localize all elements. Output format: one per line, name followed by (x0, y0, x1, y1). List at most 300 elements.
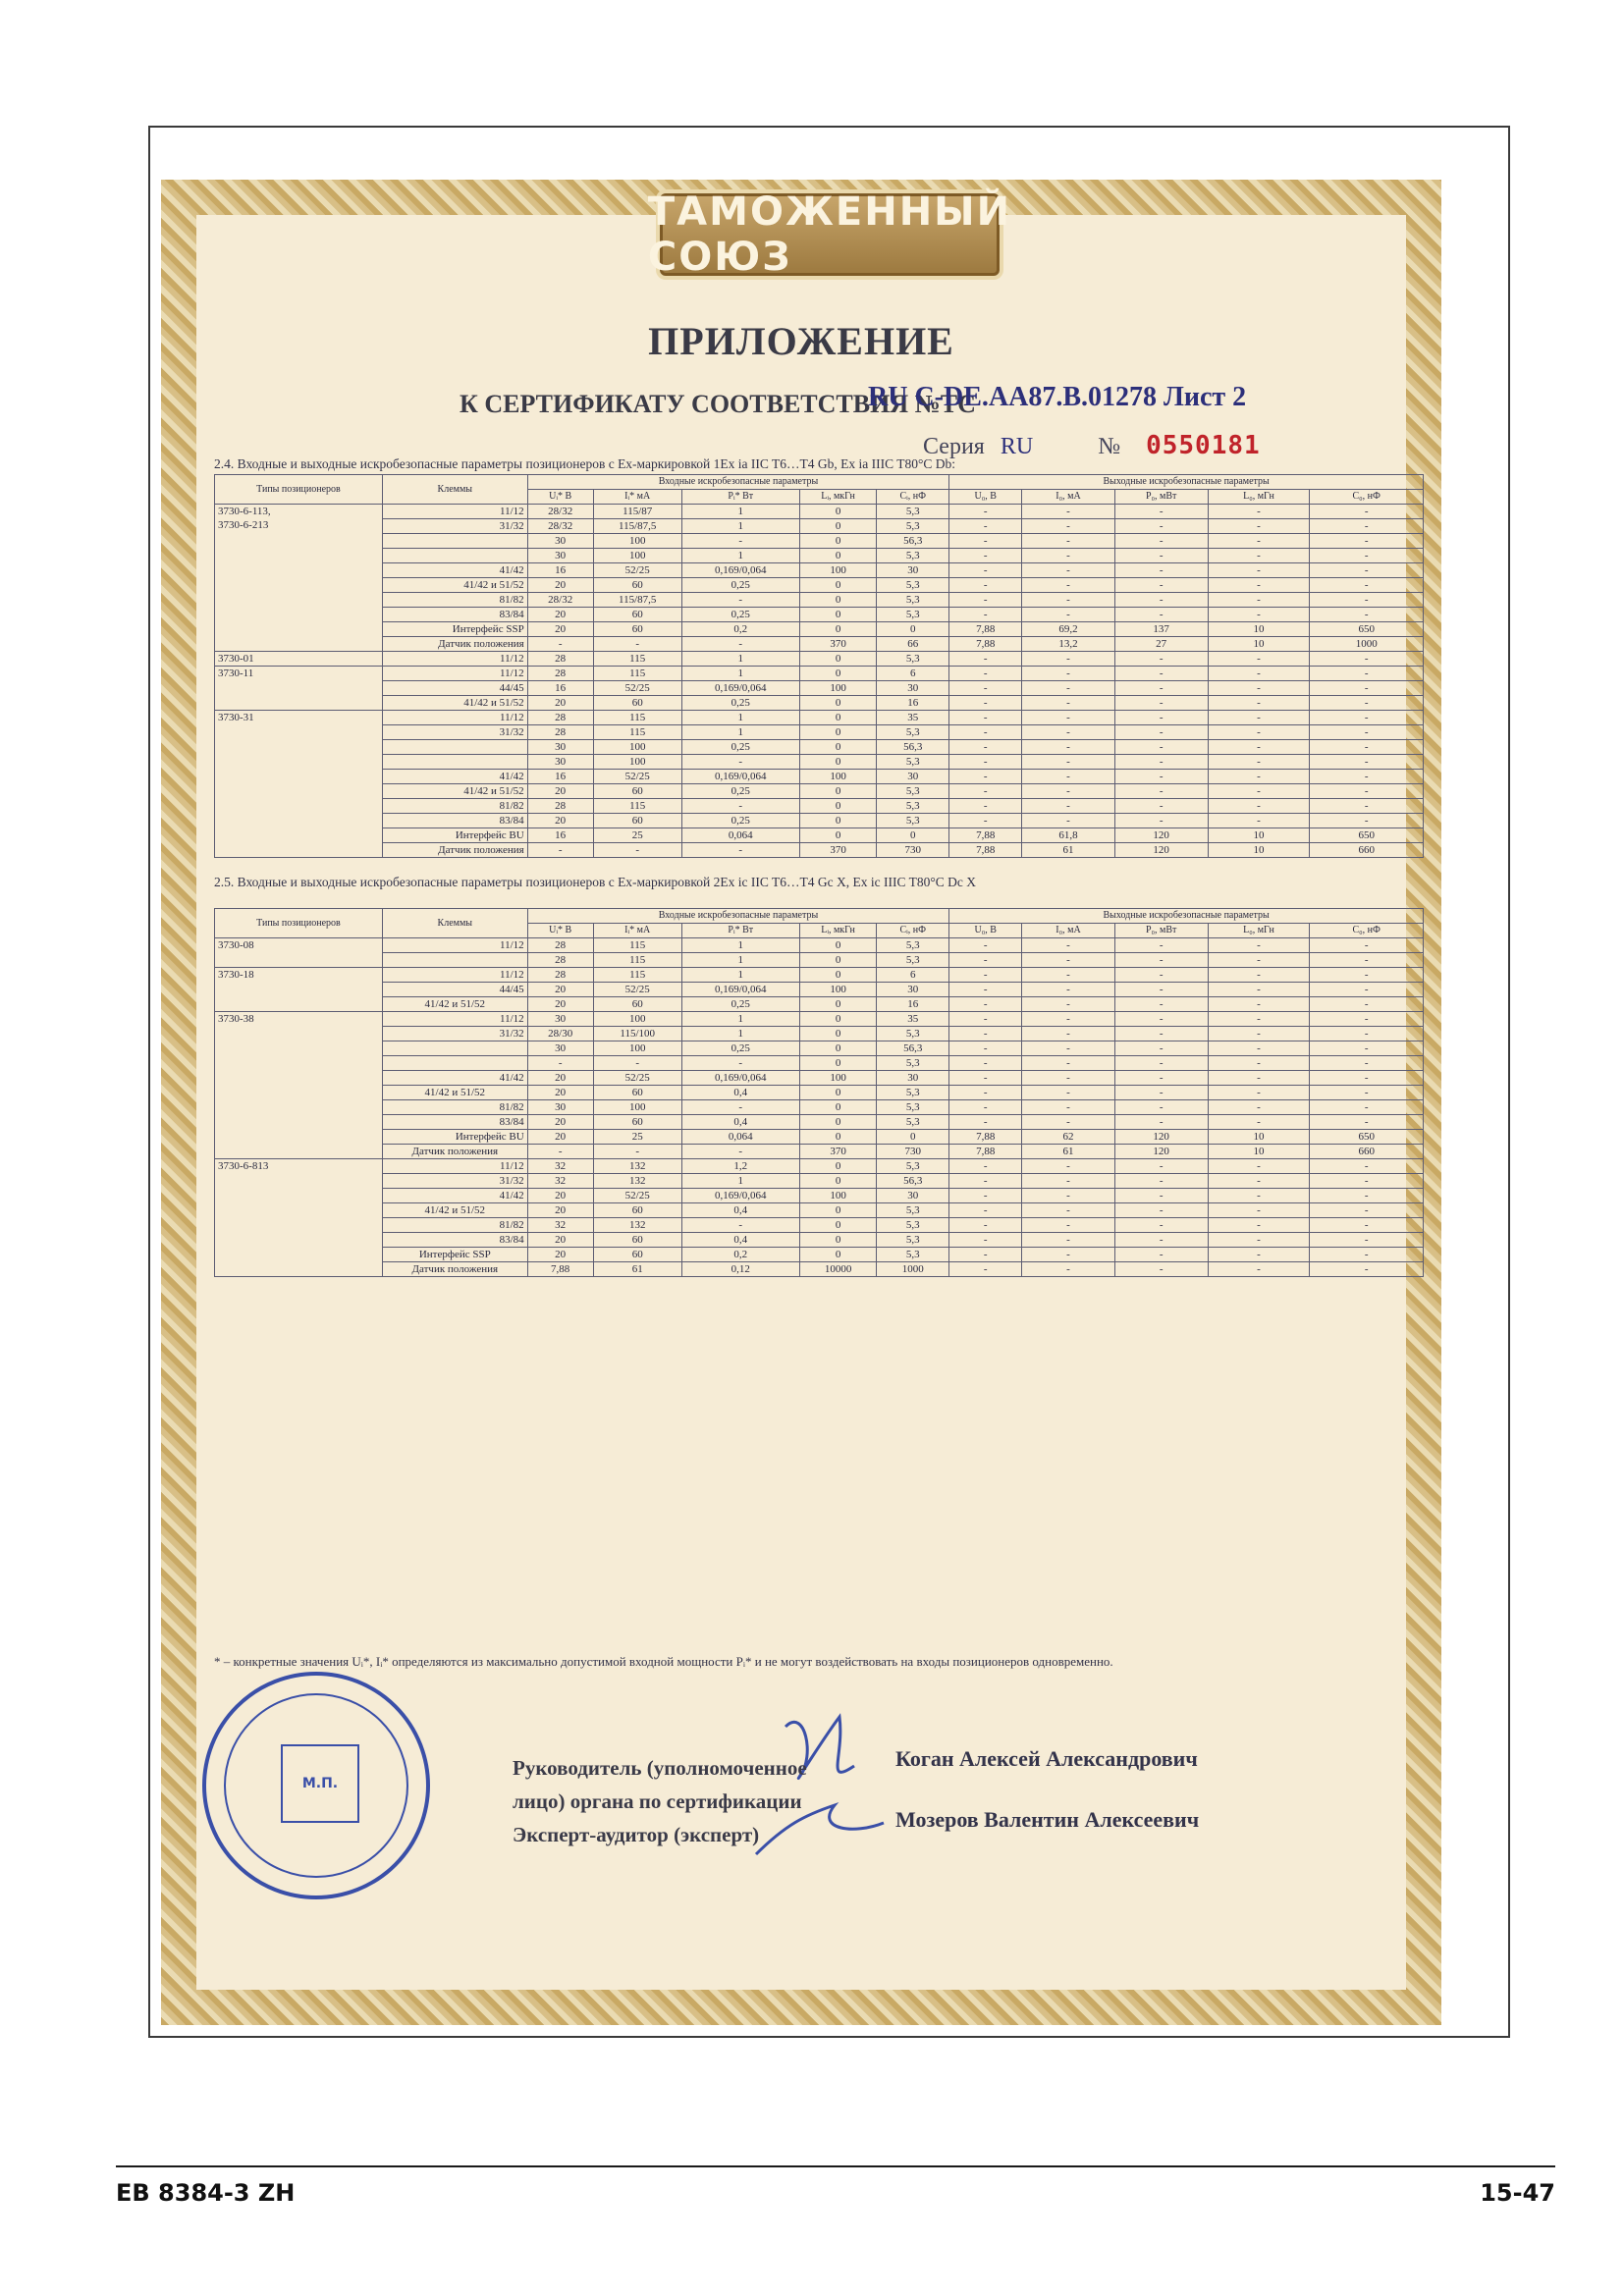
value-cell: - (1208, 1041, 1310, 1056)
value-cell: 0,25 (681, 997, 799, 1012)
section-2-4-heading: 2.4. Входные и выходные искробезопасные параметры позиционеров с Ex-маркировкой 1Ex ia IIC T6…T4 Gb, Ex ia IIIC T80°C Db: (214, 456, 955, 471)
value-cell: 60 (593, 1203, 681, 1218)
value-cell: 20 (527, 1189, 593, 1203)
value-cell: - (1208, 1262, 1310, 1277)
value-cell: - (1022, 1012, 1115, 1027)
value-cell: - (1114, 1012, 1208, 1027)
value-cell: - (949, 1100, 1022, 1115)
value-cell: - (1114, 1174, 1208, 1189)
value-cell: - (1208, 549, 1310, 563)
value-cell: - (1022, 563, 1115, 578)
value-cell: 25 (593, 1130, 681, 1145)
value-cell: - (1022, 1115, 1115, 1130)
value-cell: 60 (593, 578, 681, 593)
value-cell: 0,25 (681, 814, 799, 828)
value-cell: 0,4 (681, 1086, 799, 1100)
value-cell: - (1114, 1100, 1208, 1115)
terminal-cell: 41/42 и 51/52 (382, 997, 527, 1012)
value-cell: - (1208, 1071, 1310, 1086)
value-cell: - (1114, 563, 1208, 578)
value-cell: - (1310, 1041, 1424, 1056)
terminal-cell: 41/42 и 51/52 (382, 578, 527, 593)
value-cell: 1000 (1310, 637, 1424, 652)
value-cell: 0 (799, 608, 877, 622)
positioner-type: 3730-38 (215, 1012, 383, 1159)
value-cell: - (949, 1012, 1022, 1027)
param-column-header: I₀, мА (1022, 924, 1115, 938)
table-row (215, 549, 1424, 563)
table-row (215, 953, 1424, 968)
value-cell: 0 (799, 667, 877, 681)
table-row (215, 1145, 1424, 1159)
value-cell: - (949, 814, 1022, 828)
value-cell: - (1310, 681, 1424, 696)
value-cell: 0 (799, 1041, 877, 1056)
value-cell: 60 (593, 1086, 681, 1100)
param-column-header: L₀, мГн (1208, 490, 1310, 505)
value-cell: - (1114, 534, 1208, 549)
value-cell: 0 (799, 799, 877, 814)
value-cell: - (949, 696, 1022, 711)
value-cell: 28 (527, 953, 593, 968)
value-cell: 28 (527, 652, 593, 667)
value-cell: 52/25 (593, 770, 681, 784)
value-cell: - (1310, 519, 1424, 534)
value-cell: 28 (527, 938, 593, 953)
param-column-header: L₀, мГн (1208, 924, 1310, 938)
param-column-header: Uᵢ* B (527, 490, 593, 505)
value-cell: - (949, 755, 1022, 770)
value-cell: 0 (799, 938, 877, 953)
value-cell: - (1022, 681, 1115, 696)
terminal-cell: 41/42 (382, 1071, 527, 1086)
value-cell: - (1022, 968, 1115, 983)
value-cell: 30 (527, 1041, 593, 1056)
value-cell: - (949, 593, 1022, 608)
signatory-name-head: Коган Алексей Александрович (895, 1746, 1198, 1771)
value-cell: 0 (799, 1012, 877, 1027)
value-cell: - (1022, 1159, 1115, 1174)
table-row (215, 997, 1424, 1012)
value-cell: - (1022, 505, 1115, 519)
value-cell: - (1310, 799, 1424, 814)
value-cell: - (1114, 1248, 1208, 1262)
value-cell: 0 (799, 1203, 877, 1218)
value-cell: - (681, 799, 799, 814)
value-cell: 1000 (877, 1262, 949, 1277)
value-cell: - (1310, 1203, 1424, 1218)
value-cell: 1 (681, 711, 799, 725)
value-cell: - (949, 667, 1022, 681)
value-cell: 0,25 (681, 740, 799, 755)
value-cell: 370 (799, 843, 877, 858)
value-cell: 5,3 (877, 725, 949, 740)
value-cell: - (1022, 519, 1115, 534)
value-cell: 0 (799, 1174, 877, 1189)
value-cell: 0 (799, 696, 877, 711)
terminal-cell: 83/84 (382, 1233, 527, 1248)
table-row (215, 1041, 1424, 1056)
value-cell: 35 (877, 1012, 949, 1027)
value-cell: 0 (799, 549, 877, 563)
value-cell: - (1022, 534, 1115, 549)
value-cell: - (1022, 696, 1115, 711)
value-cell: 370 (799, 1145, 877, 1159)
serial-number: 0550181 (1146, 431, 1261, 460)
value-cell: - (1022, 578, 1115, 593)
terminal-cell (382, 549, 527, 563)
value-cell: 5,3 (877, 652, 949, 667)
value-cell: - (1310, 711, 1424, 725)
value-cell: - (949, 983, 1022, 997)
series-label: Серия (923, 434, 985, 459)
terminal-cell: 83/84 (382, 1115, 527, 1130)
role-line-3: Эксперт-аудитор (эксперт) (513, 1823, 760, 1846)
terminal-cell: 11/12 (382, 711, 527, 725)
value-cell: - (1114, 1262, 1208, 1277)
value-cell: 69,2 (1022, 622, 1115, 637)
value-cell: 0,169/0,064 (681, 770, 799, 784)
value-cell: 0 (877, 1130, 949, 1145)
value-cell: 115 (593, 799, 681, 814)
value-cell: - (1208, 1189, 1310, 1203)
value-cell: 5,3 (877, 1233, 949, 1248)
value-cell: - (1208, 608, 1310, 622)
value-cell: - (1114, 983, 1208, 997)
value-cell: 730 (877, 1145, 949, 1159)
col-type-header: Типы позиционеров (215, 909, 383, 938)
value-cell: - (1310, 755, 1424, 770)
value-cell: 0,4 (681, 1115, 799, 1130)
value-cell: - (1208, 1056, 1310, 1071)
value-cell: 30 (877, 983, 949, 997)
param-column-header: Uᵢ* B (527, 924, 593, 938)
table-row (215, 740, 1424, 755)
value-cell: 28 (527, 968, 593, 983)
value-cell: 7,88 (949, 843, 1022, 858)
table-row (215, 1027, 1424, 1041)
value-cell: 0 (799, 622, 877, 637)
value-cell: 61 (1022, 1145, 1115, 1159)
value-cell: - (1310, 1218, 1424, 1233)
value-cell: 120 (1114, 1145, 1208, 1159)
value-cell: 56,3 (877, 740, 949, 755)
value-cell: - (1114, 608, 1208, 622)
value-cell: - (949, 578, 1022, 593)
value-cell: 100 (593, 549, 681, 563)
value-cell: - (1310, 740, 1424, 755)
value-cell: 16 (527, 563, 593, 578)
value-cell: 0 (799, 1248, 877, 1262)
value-cell: 0,2 (681, 622, 799, 637)
value-cell: - (1310, 1174, 1424, 1189)
value-cell: - (1208, 1115, 1310, 1130)
value-cell: 30 (877, 1071, 949, 1086)
value-cell: - (949, 711, 1022, 725)
terminal-cell (382, 534, 527, 549)
value-cell: - (1022, 799, 1115, 814)
output-params-header: Выходные искробезопасные параметры (949, 475, 1424, 490)
value-cell: - (1114, 968, 1208, 983)
value-cell: 60 (593, 622, 681, 637)
value-cell: - (1114, 1233, 1208, 1248)
input-params-header: Входные искробезопасные параметры (527, 475, 949, 490)
value-cell: 20 (527, 1248, 593, 1262)
value-cell: 0 (799, 1027, 877, 1041)
value-cell: 0 (799, 1130, 877, 1145)
value-cell: - (1022, 608, 1115, 622)
value-cell: 0 (799, 814, 877, 828)
value-cell: 0 (877, 622, 949, 637)
value-cell: - (681, 534, 799, 549)
value-cell: 52/25 (593, 681, 681, 696)
value-cell: - (1114, 770, 1208, 784)
value-cell: 56,3 (877, 534, 949, 549)
table-row (215, 637, 1424, 652)
value-cell: 32 (527, 1159, 593, 1174)
value-cell: 0,4 (681, 1203, 799, 1218)
positioner-type: 3730-6-113, 3730-6-213 (215, 505, 383, 652)
value-cell: - (1310, 770, 1424, 784)
value-cell: 10 (1208, 828, 1310, 843)
value-cell: - (1022, 667, 1115, 681)
table-row (215, 696, 1424, 711)
value-cell: 100 (799, 563, 877, 578)
value-cell: - (949, 1218, 1022, 1233)
terminal-cell (382, 740, 527, 755)
value-cell: 30 (877, 563, 949, 578)
value-cell: - (949, 938, 1022, 953)
positioner-type: 3730-01 (215, 652, 383, 667)
value-cell: - (1114, 578, 1208, 593)
value-cell: 7,88 (949, 622, 1022, 637)
value-cell: 16 (877, 997, 949, 1012)
value-cell: - (1114, 1041, 1208, 1056)
value-cell: 5,3 (877, 814, 949, 828)
value-cell: - (1022, 740, 1115, 755)
value-cell: 5,3 (877, 608, 949, 622)
value-cell: - (1022, 652, 1115, 667)
terminal-cell: 31/32 (382, 725, 527, 740)
value-cell: 115/87,5 (593, 593, 681, 608)
value-cell: 20 (527, 608, 593, 622)
table-row (215, 1218, 1424, 1233)
value-cell: 5,3 (877, 1248, 949, 1262)
value-cell: 5,3 (877, 519, 949, 534)
value-cell: 16 (527, 828, 593, 843)
value-cell: 0 (799, 578, 877, 593)
value-cell: 0 (799, 740, 877, 755)
value-cell: 20 (527, 622, 593, 637)
value-cell: - (1310, 1056, 1424, 1071)
value-cell: 115 (593, 652, 681, 667)
param-column-header: Lᵢ, мкГн (799, 490, 877, 505)
value-cell: 5,3 (877, 953, 949, 968)
positioner-type: 3730-6-813 (215, 1159, 383, 1277)
value-cell: 120 (1114, 828, 1208, 843)
table-row (215, 593, 1424, 608)
value-cell: 115 (593, 953, 681, 968)
value-cell: 7,88 (527, 1262, 593, 1277)
value-cell: 5,3 (877, 1203, 949, 1218)
table-row (215, 1203, 1424, 1218)
table-row (215, 1086, 1424, 1100)
value-cell: 5,3 (877, 755, 949, 770)
table-row (215, 563, 1424, 578)
value-cell: - (949, 1027, 1022, 1041)
value-cell: - (1310, 593, 1424, 608)
value-cell: 16 (527, 681, 593, 696)
value-cell: - (681, 1145, 799, 1159)
value-cell: - (1022, 938, 1115, 953)
value-cell: - (1310, 968, 1424, 983)
value-cell: 28 (527, 799, 593, 814)
value-cell: - (1310, 1262, 1424, 1277)
value-cell: 0 (799, 1218, 877, 1233)
value-cell: 28 (527, 725, 593, 740)
value-cell: - (1310, 505, 1424, 519)
terminal-cell: 11/12 (382, 1012, 527, 1027)
value-cell: - (949, 799, 1022, 814)
table-row (215, 814, 1424, 828)
param-column-header: U₀, B (949, 924, 1022, 938)
value-cell: - (1208, 997, 1310, 1012)
table-row (215, 968, 1424, 983)
value-cell: - (1310, 1248, 1424, 1262)
value-cell: - (1022, 997, 1115, 1012)
value-cell: - (1208, 578, 1310, 593)
table-row (215, 725, 1424, 740)
header-row (215, 475, 1424, 490)
value-cell: 0 (799, 1100, 877, 1115)
value-cell: 7,88 (949, 1145, 1022, 1159)
value-cell: 100 (799, 983, 877, 997)
value-cell: 20 (527, 997, 593, 1012)
param-column-header: Cᵢ, нФ (877, 490, 949, 505)
value-cell: 1 (681, 953, 799, 968)
value-cell: - (949, 608, 1022, 622)
value-cell: - (1208, 563, 1310, 578)
value-cell: - (1022, 711, 1115, 725)
value-cell: 10 (1208, 843, 1310, 858)
value-cell: 52/25 (593, 1071, 681, 1086)
value-cell: - (949, 563, 1022, 578)
value-cell: 30 (527, 534, 593, 549)
value-cell: - (1208, 1086, 1310, 1100)
value-cell: 0 (799, 968, 877, 983)
value-cell: - (1114, 1189, 1208, 1203)
value-cell: 56,3 (877, 1174, 949, 1189)
value-cell: 5,3 (877, 549, 949, 563)
value-cell: - (949, 1262, 1022, 1277)
value-cell: - (1022, 593, 1115, 608)
value-cell: 115 (593, 938, 681, 953)
terminal-cell: Интерфейс BU (382, 828, 527, 843)
value-cell: - (1022, 1041, 1115, 1056)
value-cell: - (949, 784, 1022, 799)
footnote: * – конкретные значения Uᵢ*, Iᵢ* определяются из максимально допустимой входной мощности Pᵢ* и не могут воздействовать на входы позиционеров одновременно. (214, 1654, 1113, 1669)
value-cell: - (1310, 696, 1424, 711)
value-cell: - (1022, 549, 1115, 563)
value-cell: - (1114, 681, 1208, 696)
value-cell: - (1208, 740, 1310, 755)
terminal-cell: 11/12 (382, 652, 527, 667)
value-cell: 60 (593, 1248, 681, 1262)
output-params-header: Выходные искробезопасные параметры (949, 909, 1424, 924)
value-cell: 660 (1310, 1145, 1424, 1159)
value-cell: 27 (1114, 637, 1208, 652)
terminal-cell: Датчик положения (382, 1262, 527, 1277)
value-cell: - (1022, 1100, 1115, 1115)
value-cell: 0,169/0,064 (681, 563, 799, 578)
certification-stamp (202, 1672, 430, 1899)
value-cell: 100 (799, 681, 877, 696)
terminal-cell: 81/82 (382, 1218, 527, 1233)
table-row (215, 1130, 1424, 1145)
table-row (215, 608, 1424, 622)
value-cell: - (1114, 519, 1208, 534)
value-cell: - (1208, 1203, 1310, 1218)
terminal-cell: 41/42 и 51/52 (382, 1086, 527, 1100)
value-cell: - (949, 505, 1022, 519)
value-cell: - (1114, 1203, 1208, 1218)
page-number: 15-47 (1480, 2179, 1555, 2207)
value-cell: - (1208, 953, 1310, 968)
value-cell: 28 (527, 711, 593, 725)
value-cell: 115 (593, 667, 681, 681)
value-cell: - (681, 1056, 799, 1071)
value-cell: - (1208, 983, 1310, 997)
positioner-type: 3730-18 (215, 968, 383, 1012)
value-cell: - (1208, 505, 1310, 519)
value-cell: - (1310, 1189, 1424, 1203)
value-cell: 137 (1114, 622, 1208, 637)
value-cell: - (1310, 578, 1424, 593)
value-cell: 115/87 (593, 505, 681, 519)
value-cell: - (1022, 1027, 1115, 1041)
value-cell: 1 (681, 549, 799, 563)
terminal-cell: 44/45 (382, 983, 527, 997)
value-cell: 60 (593, 784, 681, 799)
value-cell: 5,3 (877, 1115, 949, 1130)
positioner-type: 3730-08 (215, 938, 383, 968)
value-cell: - (593, 843, 681, 858)
value-cell: 20 (527, 1086, 593, 1100)
value-cell: - (1208, 938, 1310, 953)
value-cell: 5,3 (877, 1218, 949, 1233)
value-cell: 20 (527, 784, 593, 799)
value-cell: - (949, 1174, 1022, 1189)
value-cell: 56,3 (877, 1041, 949, 1056)
value-cell: - (1022, 1248, 1115, 1262)
value-cell: 30 (877, 681, 949, 696)
value-cell: - (1310, 725, 1424, 740)
table-row (215, 1071, 1424, 1086)
value-cell: 6 (877, 968, 949, 983)
value-cell: 30 (527, 755, 593, 770)
value-cell: 120 (1114, 1130, 1208, 1145)
terminal-cell: 41/42 (382, 770, 527, 784)
value-cell: - (949, 725, 1022, 740)
value-cell: 5,3 (877, 1086, 949, 1100)
value-cell: - (1208, 1248, 1310, 1262)
value-cell: - (1310, 1012, 1424, 1027)
value-cell: - (1208, 652, 1310, 667)
value-cell: - (1208, 1012, 1310, 1027)
table-row (215, 1100, 1424, 1115)
value-cell: 1 (681, 725, 799, 740)
value-cell: 30 (527, 1100, 593, 1115)
